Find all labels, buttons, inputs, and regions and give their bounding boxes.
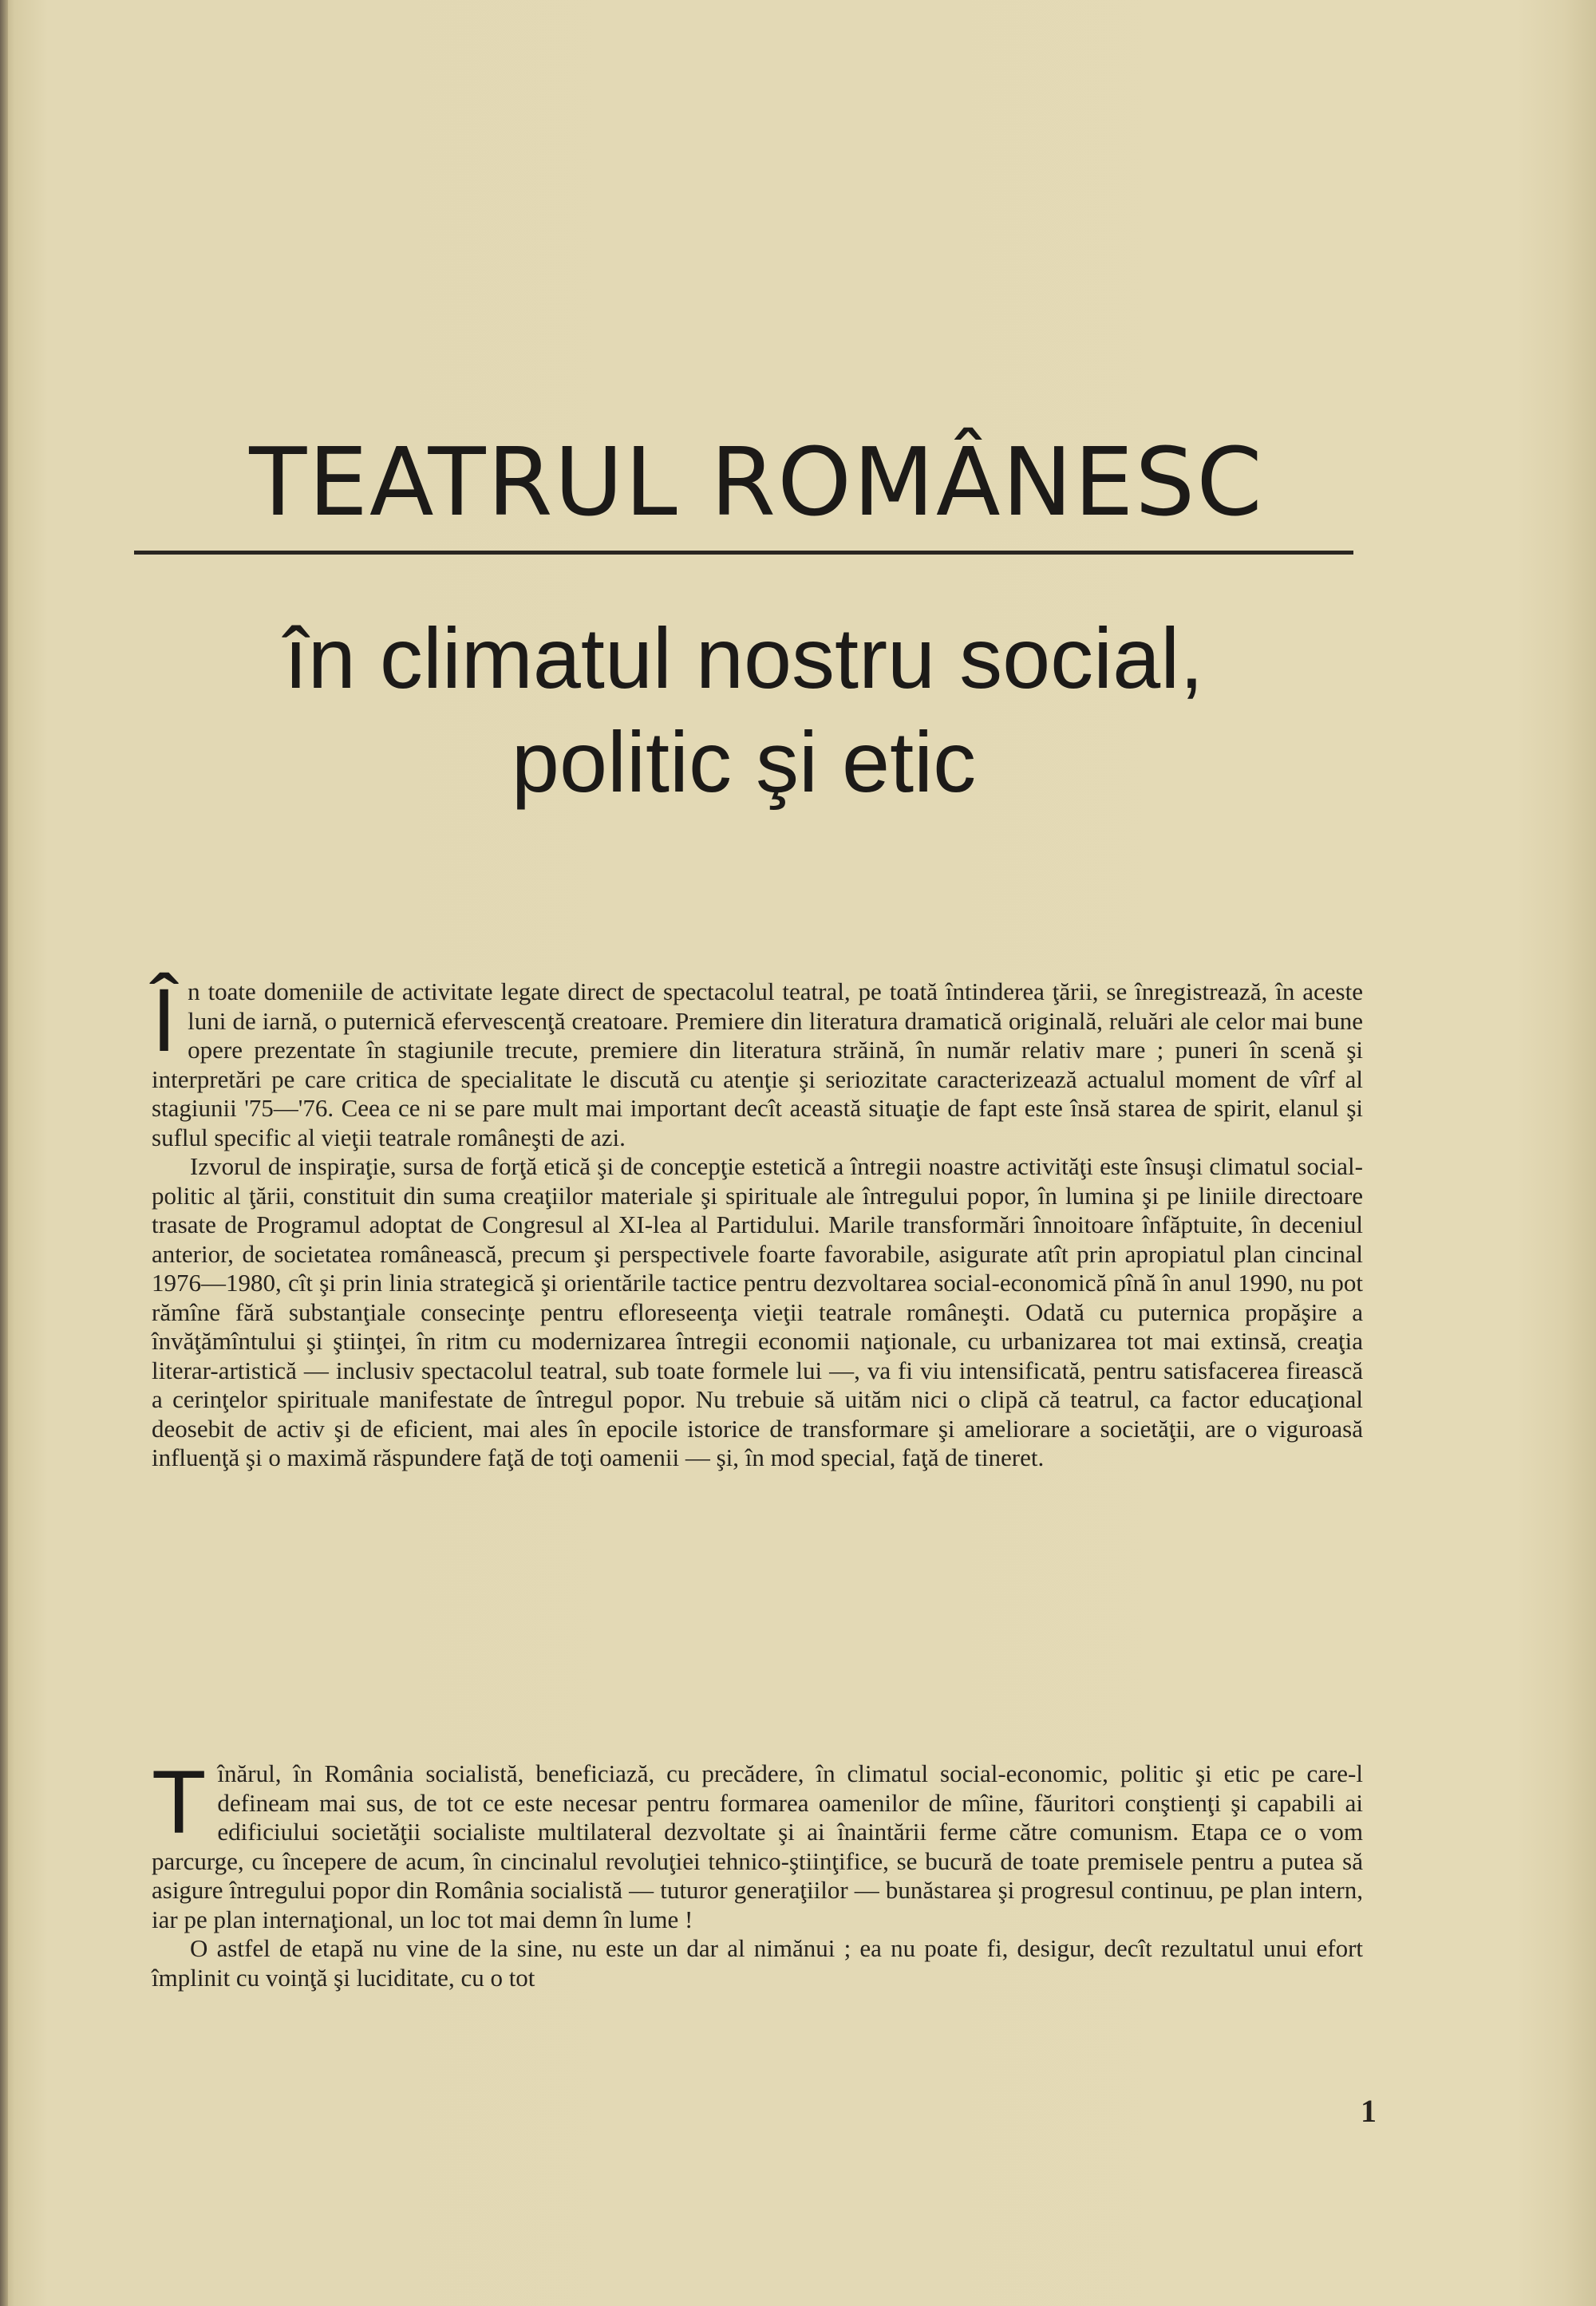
paragraph: Izvorul de inspiraţie, sursa de forţă etică şi de concepţie estetică a întregii noastre activităţi este însuşi climatul social-politic al ţării, constituit din suma creaţiilor materiale şi spirituale ale întregului popor, în lumina şi pe liniile directoare trasate de Programul adoptat de Congresul al XI-lea al Partidului. Marile transformări înnoitoare înfăptuite, în deceniul anterior, de societatea românească, precum şi perspectivele foarte favorabile, asigurate atît prin apropiatul plan cincinal 1976—1980, cît şi prin linia strategică şi orientările tactice pentru dezvoltarea social-economică pînă în anul 1990, nu pot rămîne fără substanţiale consecinţe pentru efloreseenţa vieţii teatrale româneşti. Odată cu puternica propăşire a învăţămîntului şi ştiinţei, în ritm cu modernizarea întregii economii naţionale, cu urbanizarea tot mai extinsă, creaţia literar-artistică — inclusiv spectacolul teatral, sub toate formele lui —, va fi viu intensificată, pentru satisfacerea firească a cerinţelor spirituale manifestate de întregul popor. Nu trebuie să uităm nici o clipă că teatrul, ca factor educaţional deosebit de activ şi de eficient, mai ales în epocile istorice de transformare şi ameliorare a societăţii, are o viguroasă influenţă şi o maximă răspundere faţă de toţi oamenii — şi, în mod special, faţă de tineret. <box>152 1152 1363 1471</box>
drop-cap: Î <box>152 970 177 1070</box>
title-rule <box>134 551 1353 555</box>
article-section-1 <box>152 970 1363 1473</box>
paragraph <box>152 970 1363 1152</box>
article-title: TEATRUL ROMÂNESC <box>249 427 1264 537</box>
paragraph-text: n toate domeniile de activitate legate direct de spectacolul teatral, pe toată întinderea ţării, se înregistrează, în aceste luni de iarnă, o puternică efervescenţă creatoare. Premiere din literatura dramatică originală, reluări ale celor mai bune opere prezentate în stagiunile trecute, premiere din literatura străină, în număr relativ mare ; puneri în scenă şi interpretări pe care critica de specialitate le discută cu atenţie şi seriozitate caracterizează actualul moment de vîrf al stagiunii '75—'76. Ceea ce ni se pare mult mai important decît această situaţie de fapt este însă starea de spirit, elanul şi suflul specific al vieţii teatrale româneşti de azi. <box>152 977 1363 1151</box>
subtitle-line-1: în climatul nostru social, <box>283 610 1204 706</box>
drop-cap: T <box>152 1752 207 1852</box>
page-number: 1 <box>1361 2093 1377 2129</box>
subtitle-line-2: politic şi etic <box>511 713 977 810</box>
article-section-2 <box>152 1752 1363 1992</box>
paragraph-text: înărul, în România socialistă, beneficiază, cu precădere, în climatul social-economic, politic şi etic pe care-l defineam mai sus, de tot ce este necesar pentru formarea oamenilor de mîine, făuritori conştienţi şi capabili ai edificiului societăţii socialiste multilateral dezvoltate şi ai înaintării ferme către comunism. Etapa ce o vom parcurge, cu începere de acum, în cincinalul revoluţiei tehnico-ştiinţifice, se bucură de toate premisele pentru a putea să asigure întregului popor din România socialistă — tuturor generaţiilor — bunăstarea şi progresul continuu, pe plan intern, iar pe plan internaţional, un loc tot mai demn în lume ! <box>152 1759 1363 1933</box>
page-binding-edge <box>0 0 8 2306</box>
paragraph: O astfel de etapă nu vine de la sine, nu este un dar al nimănui ; ea nu poate fi, desigur, decît rezultatul unui efort împlinit cu voinţă şi luciditate, cu o tot <box>152 1934 1363 1992</box>
article-subtitle <box>134 606 1353 814</box>
paragraph <box>152 1752 1363 1934</box>
